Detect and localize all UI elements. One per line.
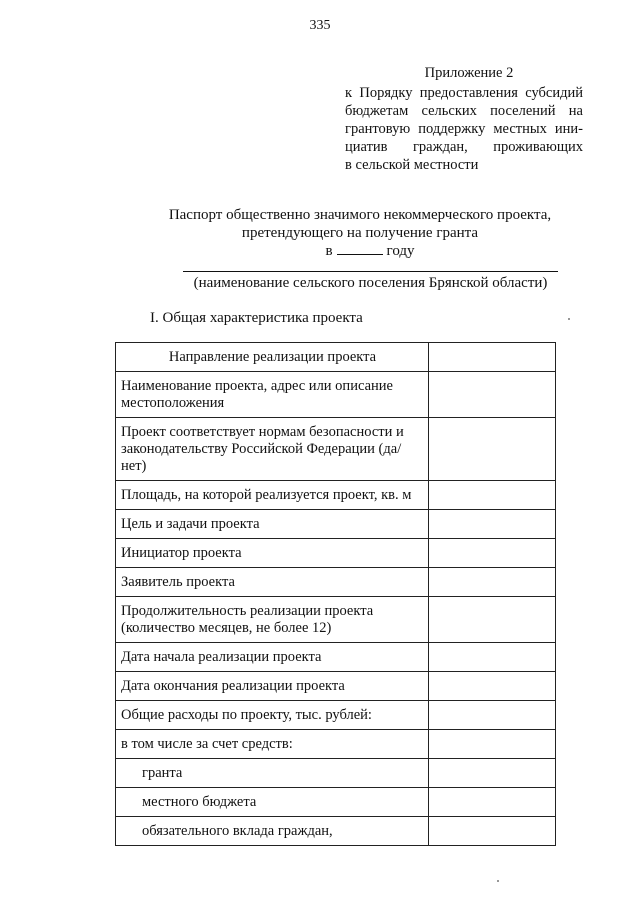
row-value bbox=[429, 672, 556, 701]
table-row bbox=[116, 701, 556, 730]
row-value bbox=[429, 539, 556, 568]
appendix-block bbox=[345, 64, 583, 174]
table-row bbox=[116, 539, 556, 568]
settlement-caption: (наименование сельского поселения Брянской области) bbox=[193, 275, 548, 291]
row-value bbox=[429, 481, 556, 510]
row-label: гранта bbox=[116, 759, 429, 788]
row-value bbox=[429, 730, 556, 759]
row-value bbox=[429, 343, 556, 372]
year-suffix: году bbox=[386, 243, 415, 259]
row-value bbox=[429, 597, 556, 643]
table-row bbox=[116, 481, 556, 510]
table-row bbox=[116, 730, 556, 759]
appendix-line: грантовую поддержку местных ини- bbox=[345, 121, 583, 137]
appendix-line: циатив граждан, проживающих bbox=[345, 139, 583, 155]
row-label: Заявитель проекта bbox=[116, 568, 429, 597]
passport-title bbox=[150, 206, 570, 260]
row-value bbox=[429, 372, 556, 418]
table-row bbox=[116, 372, 556, 418]
passport-year-line bbox=[150, 242, 570, 260]
passport-table bbox=[115, 342, 556, 846]
table-row bbox=[116, 759, 556, 788]
row-value bbox=[429, 701, 556, 730]
row-value bbox=[429, 568, 556, 597]
table-row bbox=[116, 672, 556, 701]
row-label: обязательного вклада граждан, bbox=[116, 817, 429, 846]
year-blank-field bbox=[337, 242, 383, 255]
row-label: Направление реализации проекта bbox=[116, 343, 429, 372]
row-label: Дата начала реализации проекта bbox=[116, 643, 429, 672]
row-label: Дата окончания реализации проекта bbox=[116, 672, 429, 701]
table-row bbox=[116, 597, 556, 643]
appendix-line: бюджетам сельских поселений на bbox=[345, 103, 583, 119]
appendix-line: в сельской местности bbox=[345, 157, 479, 173]
row-label: Проект соответствует нормам безопасности и законодательству Российской Федерации (да/нет) bbox=[116, 418, 429, 481]
row-label: Наименование проекта, адрес или описание местоположения bbox=[116, 372, 429, 418]
row-value bbox=[429, 510, 556, 539]
row-label: Продолжительность реализации проекта (количество месяцев, не более 12) bbox=[116, 597, 429, 643]
table-row bbox=[116, 817, 556, 846]
settlement-name-line bbox=[183, 271, 558, 272]
row-label: в том числе за счет средств: bbox=[116, 730, 429, 759]
page-number: 335 bbox=[309, 18, 331, 33]
scan-speck bbox=[497, 880, 499, 882]
year-prefix: в bbox=[325, 243, 333, 259]
section-title: I. Общая характеристика проекта bbox=[150, 310, 363, 326]
passport-title-line: претендующего на получение гранта bbox=[241, 225, 479, 241]
row-value bbox=[429, 759, 556, 788]
row-value bbox=[429, 643, 556, 672]
table-row bbox=[116, 788, 556, 817]
table-row bbox=[116, 510, 556, 539]
row-label: Цель и задачи проекта bbox=[116, 510, 429, 539]
table-row bbox=[116, 418, 556, 481]
appendix-title: Приложение 2 bbox=[424, 65, 514, 81]
table-row bbox=[116, 643, 556, 672]
row-value bbox=[429, 817, 556, 846]
scan-speck bbox=[568, 318, 570, 320]
row-label: Общие расходы по проекту, тыс. рублей: bbox=[116, 701, 429, 730]
row-label: Площадь, на которой реализуется проект, кв. м bbox=[116, 481, 429, 510]
appendix-line: к Порядку предоставления субсидий bbox=[345, 85, 583, 101]
row-label: Инициатор проекта bbox=[116, 539, 429, 568]
table-row bbox=[116, 343, 556, 372]
row-value bbox=[429, 788, 556, 817]
row-value bbox=[429, 418, 556, 481]
passport-title-line: Паспорт общественно значимого некоммерческого проекта, bbox=[168, 207, 552, 223]
row-label: местного бюджета bbox=[116, 788, 429, 817]
table-row bbox=[116, 568, 556, 597]
